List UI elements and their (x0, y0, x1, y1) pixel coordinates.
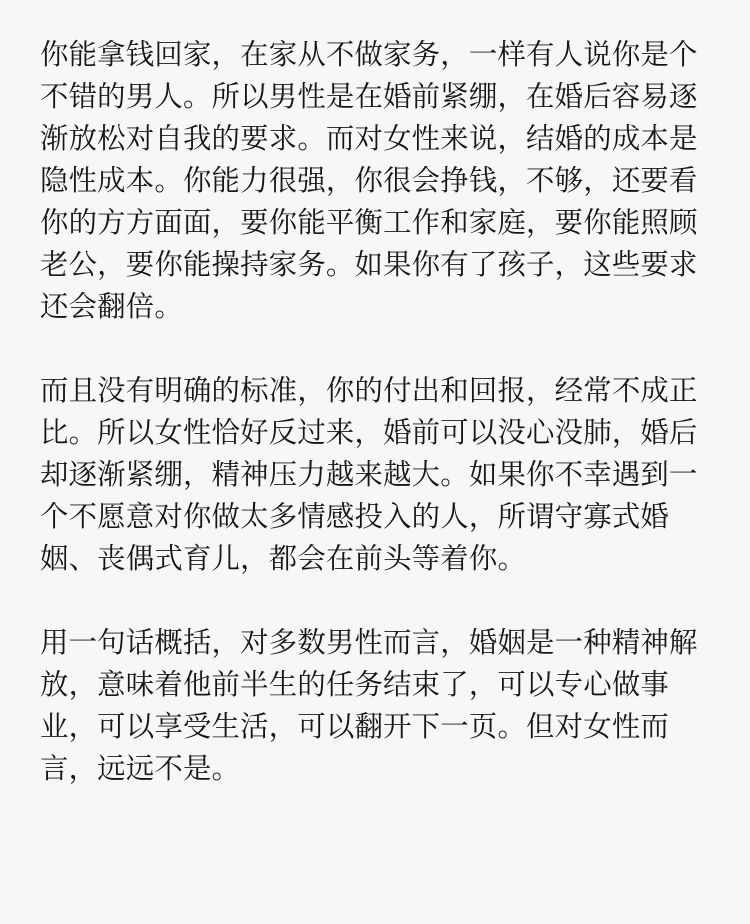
text-line: 却逐渐紧绷，精神压力越来越大。如果你不幸遇到一 (40, 458, 698, 491)
paragraph-3 (40, 622, 714, 790)
text-line: 比。所以女性恰好反过来，婚前可以没心没肺，婚后 (40, 416, 698, 449)
text-line: 用一句话概括，对多数男性而言，婚姻是一种精神解 (40, 626, 698, 659)
text-line: 放，意味着他前半生的任务结束了，可以专心做事 (40, 668, 669, 701)
text-line: 你能拿钱回家，在家从不做家务，一样有人说你是个 (40, 38, 698, 71)
text-line: 隐性成本。你能力很强，你很会挣钱，不够，还要看 (40, 164, 698, 197)
text-line: 不错的男人。所以男性是在婚前紧绷，在婚后容易逐 (40, 80, 698, 113)
text-line: 渐放松对自我的要求。而对女性来说，结婚的成本是 (40, 122, 698, 155)
paragraph-1 (40, 34, 714, 328)
text-line: 而且没有明确的标准，你的付出和回报，经常不成正 (40, 374, 698, 407)
text-line: 言，远远不是。 (40, 752, 241, 785)
paragraph-2 (40, 370, 714, 580)
text-line: 还会翻倍。 (40, 290, 183, 323)
text-line: 姻、丧偶式育儿，都会在前头等着你。 (40, 542, 527, 575)
text-line: 老公，要你能操持家务。如果你有了孩子，这些要求 (40, 248, 698, 281)
text-line: 你的方方面面，要你能平衡工作和家庭，要你能照顾 (40, 206, 698, 239)
text-line: 个不愿意对你做太多情感投入的人，所谓守寡式婚 (40, 500, 669, 533)
text-line: 业，可以享受生活，可以翻开下一页。但对女性而 (40, 710, 669, 743)
